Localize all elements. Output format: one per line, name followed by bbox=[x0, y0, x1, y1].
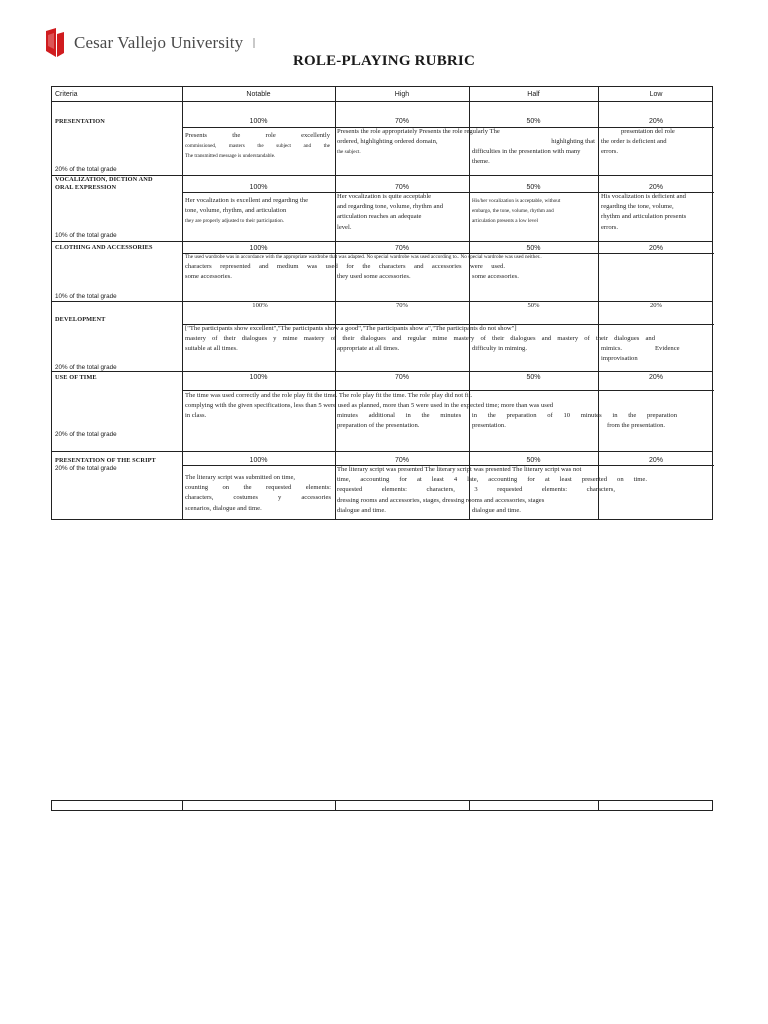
column-divider bbox=[335, 801, 336, 810]
column-header-notable: Notable bbox=[246, 91, 271, 98]
level-low: 20% bbox=[649, 302, 663, 309]
level-notable: 100% bbox=[249, 118, 268, 125]
column-divider bbox=[182, 801, 183, 810]
level-high: 70% bbox=[394, 118, 409, 125]
level-high: 70% bbox=[395, 302, 409, 309]
weight-label: 20% of the total grade bbox=[55, 431, 117, 438]
descriptor-low: mimics. Evidence improvisation bbox=[601, 345, 680, 363]
level-high: 70% bbox=[394, 457, 409, 464]
level-low: 20% bbox=[648, 374, 663, 381]
logo-divider bbox=[253, 38, 255, 48]
descriptor-high: The literary script was presented The literary script was presented The literary script was not time, accounting for at least 4 late, accounting for at least presented on time. requested elements: characters, 3 requested elements: characters, dressing rooms and accessories, stages, dressing rooms and accessories, stages dialogue and time. bbox=[337, 466, 647, 514]
column-header-half: Half bbox=[527, 91, 540, 98]
descriptor-notable: Her vocalization is excellent and regarding the tone, volume, rhythm, and articulation they are properly adjusted to their participation. bbox=[185, 197, 309, 225]
column-divider bbox=[182, 87, 183, 519]
descriptor-notable: The time was used correctly and the role play fit the time. The role play fit the time. The role play did not fit. complying with the given specifications, less than 5 were used as planned, more than 5 were used in the expected time; more than was used in class. bbox=[185, 392, 554, 420]
weight-label: 20% of the total grade bbox=[55, 364, 117, 371]
criterion-presentation: PRESENTATION bbox=[55, 118, 105, 125]
descriptor-half: difficulty in miming. bbox=[472, 345, 528, 352]
descriptor-half: His/her vocalization is acceptable, without embargo, the tone, volume, rhythm and articulation presents a low level bbox=[472, 198, 561, 225]
column-divider bbox=[598, 801, 599, 810]
level-half: 50% bbox=[527, 302, 540, 309]
descriptor-half: some accessories. bbox=[472, 273, 519, 280]
level-high: 70% bbox=[394, 374, 409, 381]
descriptor-notable: The literary script was submitted on time, counting on the requested elements: characters, costumes y accessories scenarios, dialogue and time. bbox=[185, 474, 331, 512]
weight-label: 20% of the total grade bbox=[55, 166, 117, 173]
level-low: 20% bbox=[648, 118, 663, 125]
criterion-development: DEVELOPMENT bbox=[55, 316, 106, 323]
descriptor-notable: The used wardrobe was in accordance with the appropriate wardrobe that was adapted. No special wardrobe was used according to.. No special wardrobe was used neither.. characters represented and medium was used for the characters and accessories were used. some accessories. bbox=[185, 254, 542, 281]
level-notable: 100% bbox=[249, 374, 268, 381]
weight-label: 20% of the total grade bbox=[55, 465, 117, 472]
descriptor-notable: ["The participants show excellent","The participants show a good","The participants show a","The participants do not show"] mastery of their dialogues y mime mastery of their dialogues and regular mime mastery of their dialogues and mastery of their dialogues and suitable at all times. bbox=[185, 325, 655, 353]
descriptor-high: they used some accessories. bbox=[337, 273, 411, 280]
descriptor-half: dialogue and time. bbox=[472, 507, 521, 514]
row-divider bbox=[52, 241, 712, 242]
descriptor-low: from the presentation. bbox=[607, 422, 666, 429]
descriptor-high: minutes additional in the minutes in the preparation of 10 minutes in the preparation preparation of the presentation. bbox=[337, 412, 677, 430]
row-divider bbox=[52, 451, 712, 452]
column-divider bbox=[469, 801, 470, 810]
level-half: 50% bbox=[526, 118, 541, 125]
row-divider bbox=[52, 371, 712, 372]
rubric-table bbox=[51, 86, 713, 520]
level-half: 50% bbox=[526, 374, 541, 381]
level-low: 20% bbox=[648, 184, 663, 191]
university-name: Cesar Vallejo University bbox=[74, 33, 244, 52]
descriptor-high: appropriate at all times. bbox=[337, 345, 400, 352]
descriptor-half: highlighting that difficulties in the presentation with many theme. bbox=[472, 138, 595, 166]
level-low: 20% bbox=[648, 457, 663, 464]
descriptor-low: His vocalization is deficient and regarding the tone, volume, rhythm and articulation presents errors. bbox=[601, 193, 687, 231]
descriptor-high: Her vocalization is quite acceptable and regarding tone, volume, rhythm and articulation reaches an adequate level. bbox=[337, 193, 444, 231]
level-half: 50% bbox=[526, 245, 541, 252]
weight-label: 10% of the total grade bbox=[55, 232, 117, 239]
level-half: 50% bbox=[526, 184, 541, 191]
column-header-criteria: Criteria bbox=[55, 91, 78, 98]
criterion-script: PRESENTATION OF THE SCRIPT bbox=[55, 457, 156, 464]
empty-table-row bbox=[51, 800, 713, 811]
descriptor-half: presentation. bbox=[472, 422, 506, 429]
column-header-low: Low bbox=[649, 91, 663, 98]
level-notable: 100% bbox=[249, 457, 268, 464]
level-notable: 100% bbox=[249, 184, 268, 191]
criterion-use-of-time: USE OF TIME bbox=[55, 374, 97, 381]
descriptor-notable: Presents the role excellently commissioned, masters the subject and the The transmitted message is understandable. bbox=[185, 132, 330, 160]
weight-label: 10% of the total grade bbox=[55, 293, 117, 300]
column-header-high: High bbox=[394, 91, 410, 98]
level-low: 20% bbox=[648, 245, 663, 252]
criterion-vocalization: VOCALIZATION, DICTION AND ORAL EXPRESSION bbox=[55, 176, 153, 191]
level-high: 70% bbox=[394, 184, 409, 191]
descriptor-high: Presents the role appropriately Presents the role regularly The ordered, highlighting ordered domain, the subject. bbox=[337, 128, 500, 156]
level-high: 70% bbox=[394, 245, 409, 252]
level-notable: 100% bbox=[249, 245, 268, 252]
criterion-clothing: CLOTHING AND ACCESSORIES bbox=[55, 244, 153, 251]
descriptor-low: presentation del role the order is deficient and errors. bbox=[601, 128, 675, 156]
page-title: ROLE-PLAYING RUBRIC bbox=[292, 53, 476, 69]
row-divider bbox=[52, 101, 712, 102]
level-half: 50% bbox=[526, 457, 541, 464]
level-notable: 100% bbox=[252, 302, 268, 309]
